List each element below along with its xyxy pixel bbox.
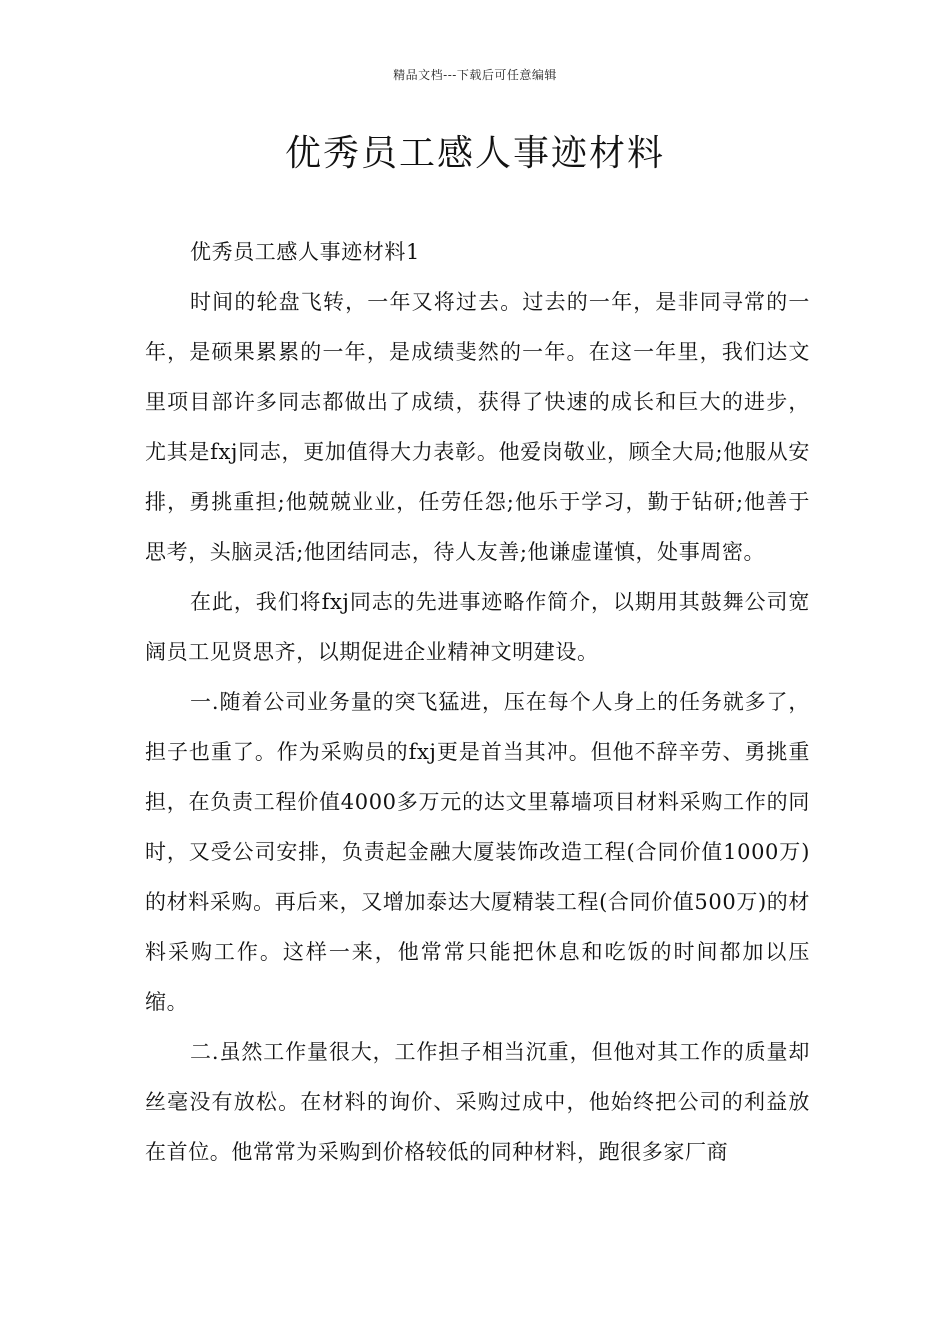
paragraph-intro: 时间的轮盘飞转，一年又将过去。过去的一年，是非同寻常的一年，是硕果累累的一年，是成绩斐然的一年。在这一年里，我们达文里项目部许多同志都做出了成绩，获得了快速的成长和巨大的进步，尤其是fxj同志，更加值得大力表彰。他爱岗敬业，顾全大局;他服从安排，勇挑重担;他兢兢业业，任劳任怨;他乐于学习，勤于钻研;他善于思考，头脑灵活;他团结同志，待人友善;他谦虚谨慎，处事周密。 [145, 290, 810, 564]
header-note: 精品文档---下载后可任意编辑 [393, 68, 557, 82]
paragraph-subtitle: 优秀员工感人事迹材料1 [190, 240, 420, 264]
document-title: 优秀员工感人事迹材料 [284, 133, 665, 174]
paragraph-point-two: 二.虽然工作量很大，工作担子相当沉重，但他对其工作的质量却丝毫没有放松。在材料的询价、采购过成中，他始终把公司的利益放在首位。他常常为采购到价格较低的同种材料，跑很多家厂商 [145, 1040, 810, 1164]
paragraph-point-one: 一.随着公司业务量的突飞猛进，压在每个人身上的任务就多了，担子也重了。作为采购员的fxj更是首当其冲。但他不辞辛劳、勇挑重担，在负责工程价值4000多万元的达文里幕墙项目材料采购工作的同时，又受公司安排，负责起金融大厦装饰改造工程(合同价值1000万)的材料采购。再后来，又增加泰达大厦精装工程(合同价值500万)的材料采购工作。这样一来，他常常只能把休息和吃饭的时间都加以压缩。 [145, 690, 810, 1014]
paragraph-summary: 在此，我们将fxj同志的先进事迹略作简介，以期用其鼓舞公司宽阔员工见贤思齐，以期促进企业精神文明建设。 [145, 590, 810, 664]
document-body [145, 227, 810, 1177]
